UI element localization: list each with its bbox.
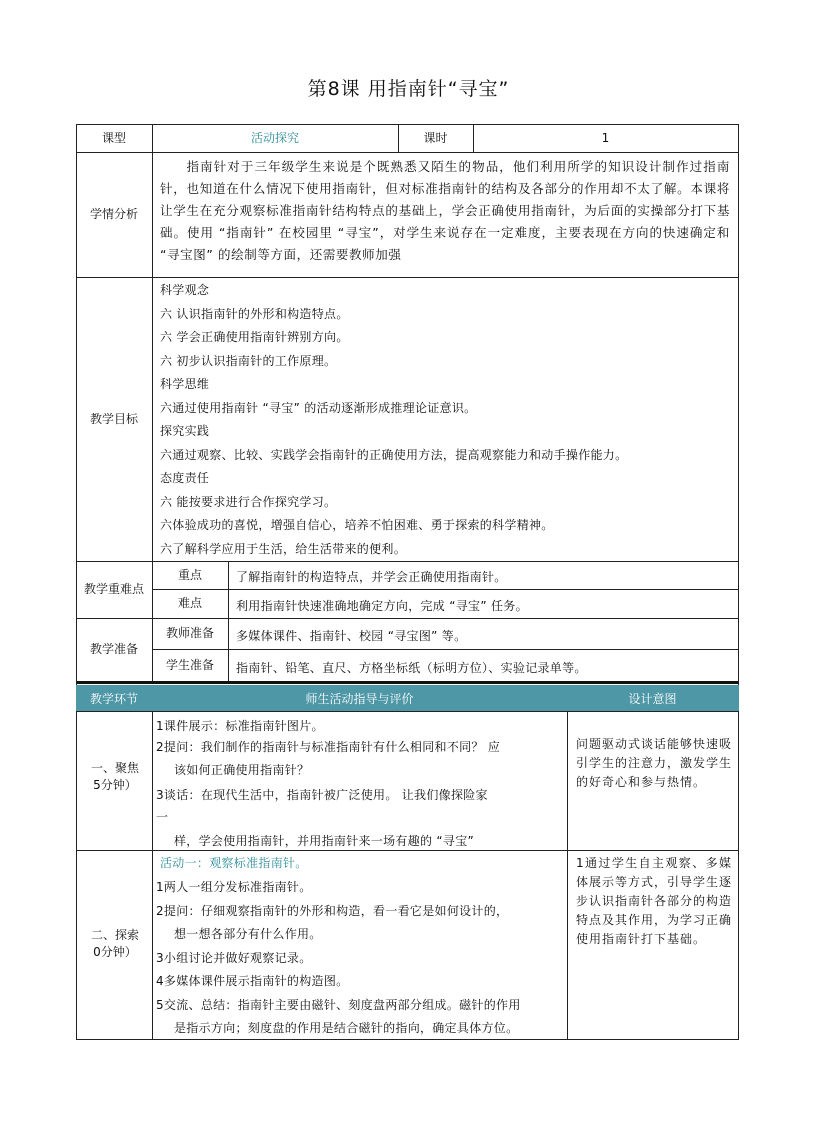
col-divider [152,711,153,1040]
section-divider [76,681,739,684]
page-title: 第8课 用指南针“寻宝” [307,78,510,100]
stage2-line: 是指示方向；刻度盘的作用是结合磁针的指向，确定具体方位。 [174,1021,519,1035]
teacher-prep-text: 多媒体课件、指南针、校园 “寻宝图” 等。 [236,629,467,643]
stage1-intent: 问题驱动式谈话能够快速吸引学生的注意力，激发学生的好奇心和参与热情。 [576,737,733,789]
objective-line: 探究实践 [160,424,210,438]
difficulty-text: 利用指南针快速准确地确定方向，完成 “寻宝” 任务。 [236,599,528,613]
objectives-label: 教学目标 [89,411,138,426]
table-border-bottom [76,1039,739,1040]
teacher-prep-label: 教师准备 [165,626,214,640]
header-intent: 设计意图 [628,691,677,706]
student-prep-label: 学生准备 [165,657,214,672]
course-type-value: 活动探究 [250,130,299,145]
objective-line: 六 初步认识指南针的工作原理。 [160,354,337,368]
row-divider [76,152,739,153]
analysis-text [160,156,730,274]
stage2-line: 5交流、总结：指南针主要由磁针、刻度盘两部分组成。磁针的作用 [156,998,521,1012]
row-divider [76,711,739,712]
objective-line: 六 能按要求进行合作探究学习。 [160,495,337,509]
stage2-label-line1: 二、探索 [90,928,139,942]
stage2-line: 2提问：仔细观察指南针的外形和构造，看一看它是如何设计的， [156,904,509,918]
objective-line: 科学观念 [160,283,210,297]
key-point-text: 了解指南针的构造特点，并学会正确使用指南针。 [236,570,507,584]
analysis-label: 学情分析 [89,207,138,221]
objective-line: 六通过观察、比较、实践学会指南针的正确使用方法，提高观察能力和动手操作能力。 [160,448,628,462]
stage2-label [80,927,150,961]
keypoints-label: 教学重难点 [83,582,144,596]
stage2-intent: 1通过学生自主观察、多媒体展示等方式，引导学生逐步认识指南针各部分的构造特点及其作用，为学习正确使用指南针打下基础。 [576,856,733,946]
row-divider [152,649,739,650]
row-divider [76,277,739,278]
student-prep-text: 指南针、铅笔、直尺、方格坐标纸（标明方位）、实验记录单等。 [236,661,587,675]
stage1-line: 该如何正确使用指南针？ [174,763,310,777]
objective-line: 六体验成功的喜悦，增强自信心，培养不怕困难、勇于探索的科学精神。 [160,518,554,532]
objective-line: 六 认识指南针的外形和构造特点。 [160,307,349,321]
row-divider [152,589,739,590]
objective-line: 六通过使用指南针 “寻宝” 的活动逐渐形成推理论证意识。 [160,401,477,415]
analysis-body: 指南针对于三年级学生来说是个既熟悉又陌生的物品，他们利用所学的知识设计制作过指南针，也知道在什么情况下使用指南针，但对标准指南针的结构及各部分的作用却不太了解。本课将让学生在充分观察标准指南针结构特点的基础上，学会正确使用指南针，为后面的实操部分打下基础。使用 “指南针” 在校园里 “寻宝”，对学生来说存在一定难度，主要表现在方向的快速确定和 “寻宝图” 的绘制等方面，还需要教师加强 [160,159,730,262]
stage1-line: 样，学会使用指南针，并用指南针来一场有趣的 “寻宝” [174,834,475,848]
stage1-label-line1: 一、聚焦 [90,761,139,775]
stage2-line: 1两人一组分发标准指南针。 [156,880,312,894]
activity1-title: 活动一：观察标准指南针。 [160,856,308,870]
class-hours-label: 课时 [423,130,448,145]
stage1-line: 一 [156,810,169,824]
stage1-label-line2: 5分钟） [93,778,137,792]
objective-line: 科学思维 [160,377,210,391]
table-border-right [738,124,739,1040]
stage1-label [80,760,150,794]
col-divider [228,561,229,681]
key-point-label: 重点 [177,567,202,582]
stage2-label-line2: 0分钟） [93,945,137,959]
class-hours-value: 1 [601,130,610,145]
stage2-line: 想一想各部分有什么作用。 [174,927,322,941]
col-divider [567,711,568,1040]
stage1-line: 3谈话：在现代生活中，指南针被广泛使用。 让我们像探险家 [156,788,488,802]
objective-line: 六了解科学应用于生活，给生活带来的便利。 [160,542,407,556]
difficulty-label: 难点 [177,596,202,610]
objective-line: 态度责任 [160,471,210,485]
stage1-line: 2提问：我们制作的指南针与标准指南针有什么相同和不同？ 应 [156,740,501,754]
row-divider [76,850,739,851]
stage2-line: 4多媒体课件展示指南针的构造图。 [156,974,349,988]
header-activity: 师生活动指导与评价 [305,691,414,706]
stage2-line: 3小组讨论并做好观察记录。 [156,951,312,965]
objective-line: 六 学会正确使用指南针辨别方向。 [160,330,349,344]
course-type-label: 课型 [101,130,126,145]
header-stage: 教学环节 [89,691,138,706]
stage1-line: 1课件展示：标准指南针图片。 [156,719,324,733]
lesson-plan-table [76,124,739,1040]
prep-label: 教学准备 [89,642,138,656]
